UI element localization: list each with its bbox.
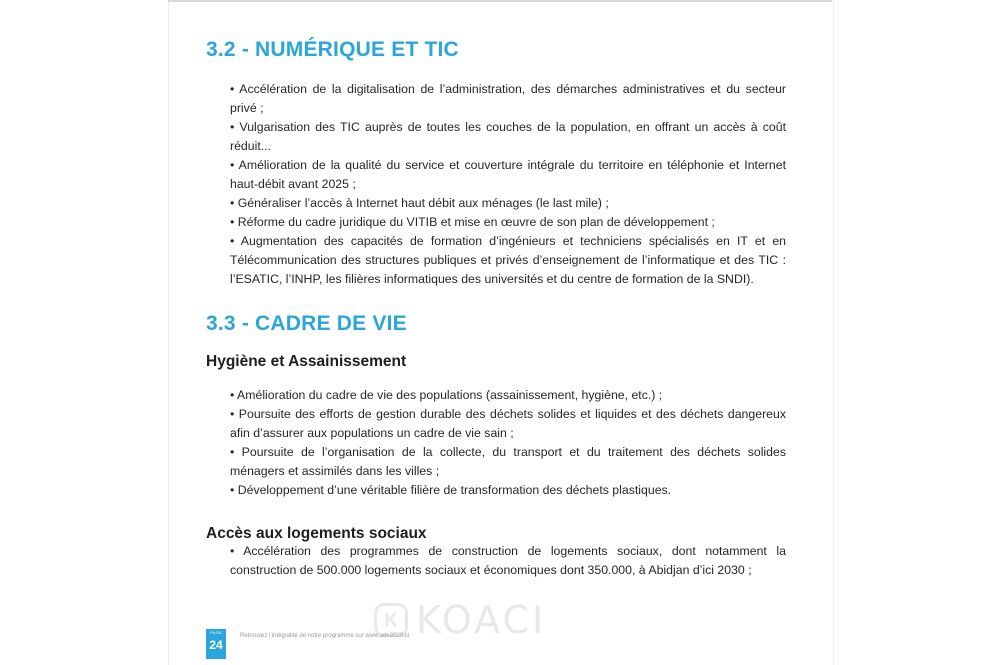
footer-text: Retrouvez l’intégralité de notre programme sur www.ado2020.ci [240,633,410,639]
list-item: • Vulgarisation des TIC auprès de toutes les couches de la population, en offrant un accès à coût réduit... [230,120,786,153]
page-top-border [168,0,832,2]
logements-list [230,542,786,580]
list-item: • Accélération des programmes de construction de logements sociaux, dont notamment la construction de 500.000 logements sociaux et économiques dont 350.000, à Abidjan d’ici 2030 ; [230,544,786,577]
list-item: • Amélioration du cadre de vie des populations (assainissement, hygiène, etc.) ; [230,388,663,402]
koaci-logo-icon: K [374,603,408,637]
list-item: • Poursuite des efforts de gestion durable des déchets solides et liquides et des déchets dangereux afin d’assurer aux populations un cadre de vie sain ; [230,407,786,440]
hygiene-list [230,386,786,500]
subheading-logements: Accès aux logements sociaux [206,525,427,542]
list-item: • Poursuite de l’organisation de la collecte, du transport et du traitement des déchets solides ménagers et assimilés dans les villes ; [230,445,786,478]
section-title-numerique: 3.2 - NUMÉRIQUE ET TIC [206,38,459,61]
section-title-cadre-de-vie: 3.3 - CADRE DE VIE [206,312,407,335]
list-item: • Augmentation des capacités de formation d’ingénieurs et techniciens spécialisés en IT et en Télécommunication des structures publiques et privés d’enseignement de l’informatique et des TIC : l’ESATIC, l’INHP, les filières informatiques des universités et du centre de formation de la SNDI). [230,234,786,286]
list-item: • Généraliser l’accès à Internet haut débit aux ménages (le last mile) ; [230,196,609,210]
list-item: • Développement d’une véritable filière de transformation des déchets plastiques. [230,483,672,497]
list-item: • Réforme du cadre juridique du VITIB et mise en œuvre de son plan de développement ; [230,215,715,229]
page-label: PAGE [209,630,223,635]
page-number-badge [206,629,226,659]
page-number: 24 [209,638,223,652]
numerique-list [230,80,786,289]
subheading-hygiene: Hygiène et Assainissement [206,353,407,370]
list-item: • Accélération de la digitalisation de l’administration, des démarches administratives et du secteur privé ; [230,82,786,115]
watermark-text: KOACI [416,598,547,642]
list-item: • Amélioration de la qualité du service et couverture intégrale du territoire en téléphonie et Internet haut-débit avant 2025 ; [230,158,786,191]
